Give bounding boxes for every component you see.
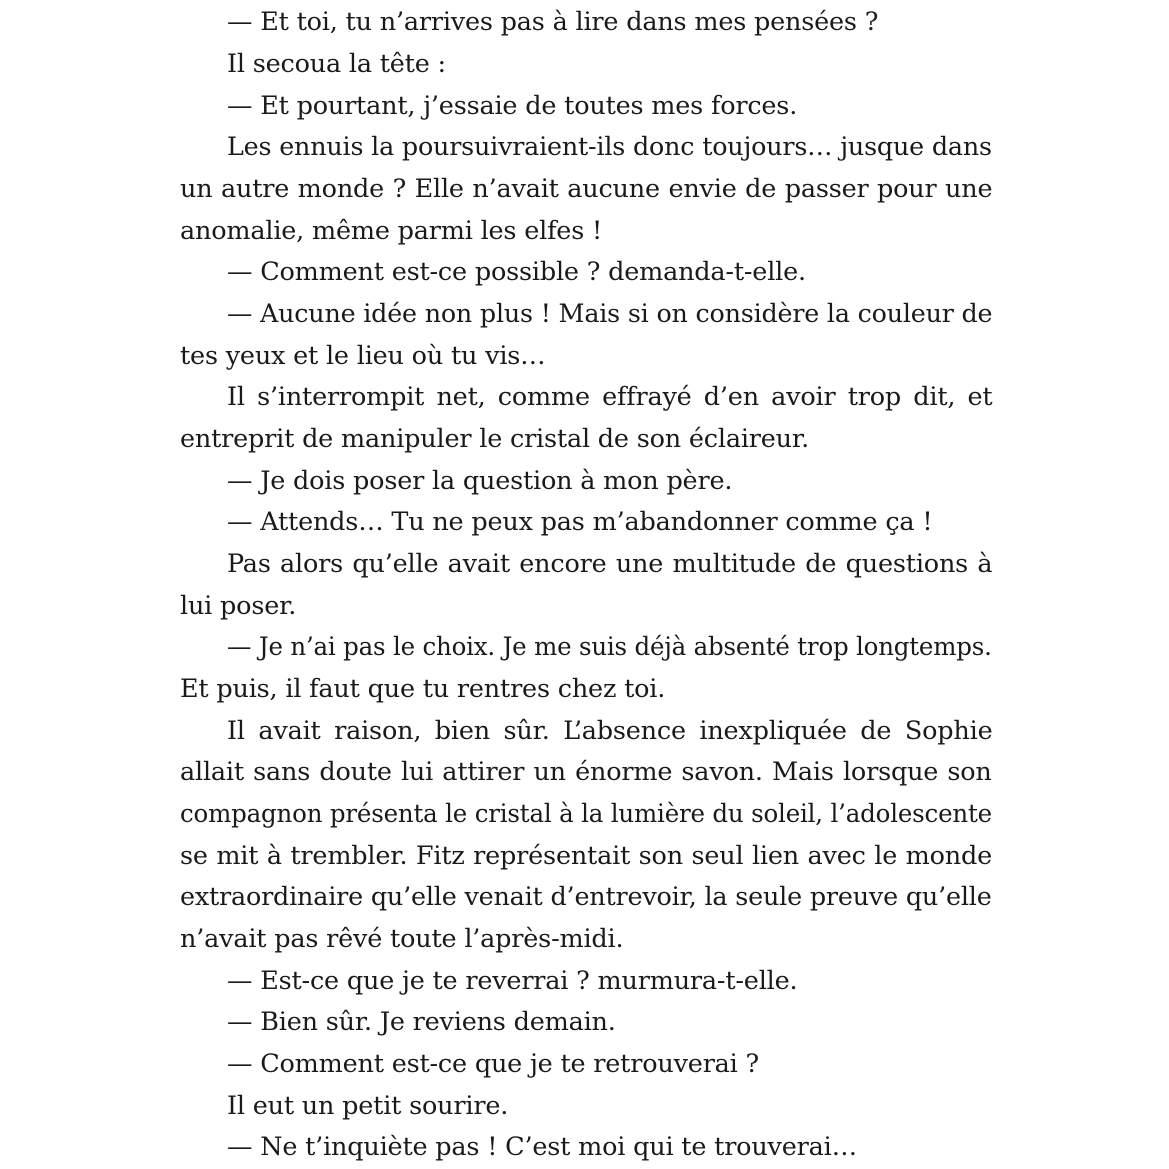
text-line: — Aucune idée non plus ! Mais si on considère la couleur de <box>227 299 993 329</box>
text-line: Il avait raison, bien sûr. L’absence inexpliquée de Sophie <box>227 716 993 746</box>
text-line: Les ennuis la poursuivraient-ils donc toujours… jusque dans <box>227 132 992 162</box>
text-line: anomalie, même parmi les elfes ! <box>180 216 603 246</box>
text-line: Il secoua la tête : <box>227 49 446 79</box>
text-line: se mit à trembler. Fitz représentait son seul lien avec le monde <box>180 841 993 871</box>
text-line: entreprit de manipuler le cristal de son éclaireur. <box>180 424 809 454</box>
text-line: — Je n’ai pas le choix. Je me suis déjà absenté trop longtemps. <box>227 632 992 662</box>
text-line: — Comment est-ce possible ? demanda-t-elle. <box>227 257 806 287</box>
text-line: tes yeux et le lieu où tu vis… <box>180 341 546 371</box>
text-line: Il eut un petit sourire. <box>227 1091 509 1121</box>
text-line: compagnon présenta le cristal à la lumière du soleil, l’adolescente <box>180 799 992 829</box>
text-line: n’avait pas rêvé toute l’après-midi. <box>180 924 624 954</box>
text-line: — Comment est-ce que je te retrouverai ? <box>227 1049 760 1079</box>
text-line: extraordinaire qu’elle venait d’entrevoir, la seule preuve qu’elle <box>180 882 992 912</box>
text-line: — Et toi, tu n’arrives pas à lire dans mes pensées ? <box>227 7 879 37</box>
text-line: — Est-ce que je te reverrai ? murmura-t-elle. <box>227 966 798 996</box>
text-line: lui poser. <box>180 591 297 621</box>
text-line: Et puis, il faut que tu rentres chez toi. <box>180 674 666 704</box>
text-line: — Attends… Tu ne peux pas m’abandonner comme ça ! <box>227 507 933 537</box>
text-line: — Ne t’inquiète pas ! C’est moi qui te trouverai… <box>227 1132 857 1162</box>
text-line: — Et pourtant, j’essaie de toutes mes forces. <box>227 91 798 121</box>
text-line: Il s’interrompit net, comme effrayé d’en avoir trop dit, et <box>227 382 993 412</box>
text-line: — Je dois poser la question à mon père. <box>227 466 733 496</box>
text-line: — Bien sûr. Je reviens demain. <box>227 1007 616 1037</box>
text-line: allait sans doute lui attirer un énorme savon. Mais lorsque son <box>180 757 992 787</box>
text-line: Pas alors qu’elle avait encore une multitude de questions à <box>227 549 993 579</box>
book-page <box>180 0 992 1169</box>
text-line: un autre monde ? Elle n’avait aucune envie de passer pour une <box>180 174 993 204</box>
